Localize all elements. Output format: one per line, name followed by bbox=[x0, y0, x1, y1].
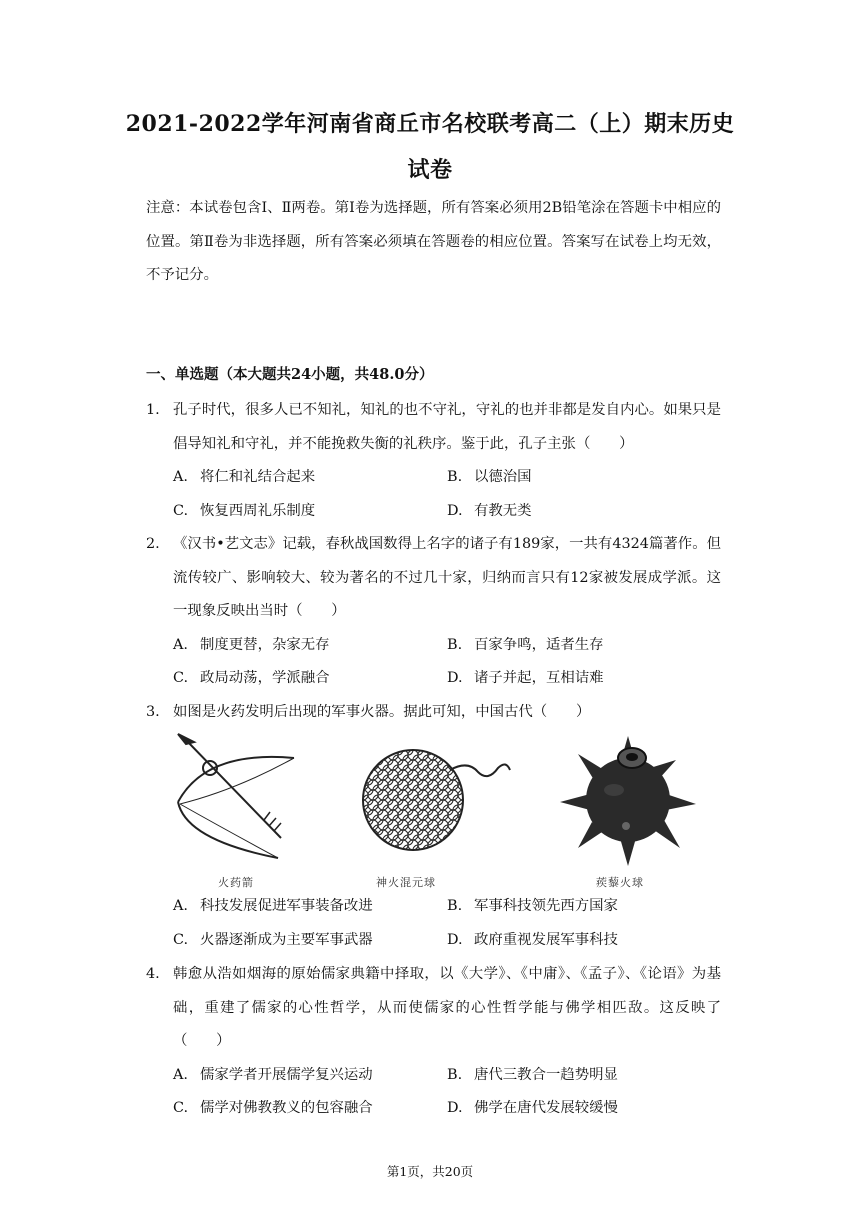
option-b: B. 唐代三教合一趋势明显 bbox=[447, 1066, 618, 1083]
option-b: B. 百家争鸣，适者生存 bbox=[447, 636, 604, 653]
fire-ball-net-drawing bbox=[358, 730, 528, 890]
question-2 bbox=[146, 528, 721, 696]
question-3 bbox=[146, 696, 721, 730]
page-footer: 第1页，共20页 bbox=[386, 1164, 474, 1179]
exam-notice: 注意：本试卷包含Ⅰ、Ⅱ两卷。第Ⅰ卷为选择题，所有答案必须用2B铅笔涂在答题卡中相应的位置。第Ⅱ卷为非选择题，所有答案必须填在答题卷的相应位置。答案写在试卷上均无效，不予记分。 bbox=[146, 200, 721, 283]
question-4 bbox=[146, 958, 721, 1126]
options bbox=[173, 890, 721, 957]
spiked-fire-ball-photo bbox=[556, 730, 706, 890]
question-stem: 《汉书•艺文志》记载，春秋战国数得上名字的诸子有189家，一共有4324篇著作。但流传较广、影响较大、较为著名的不过几十家，归纳而言只有12家被发展成学派。这一现象反映出当时（ ） bbox=[173, 536, 721, 619]
options bbox=[173, 629, 721, 696]
figure-caption: 蒺藜火球 bbox=[596, 876, 644, 889]
options bbox=[173, 461, 721, 528]
option-a: A. 将仁和礼结合起来 bbox=[173, 469, 316, 485]
question-stem: 韩愈从浩如烟海的原始儒家典籍中择取，以《大学》、《中庸》、《孟子》、《论语》为基础，重建了儒家的心性哲学，从而使儒家的心性哲学能与佛学相匹敌。这反映了（ ） bbox=[173, 966, 721, 1049]
question-stem: 如图是火药发明后出现的军事火器。据此可知，中国古代（ ） bbox=[173, 704, 591, 720]
option-d: D. 佛学在唐代发展较缓慢 bbox=[447, 1100, 618, 1116]
option-d: D. 有教无类 bbox=[447, 502, 532, 519]
option-c: C. 儒学对佛教教义的包容融合 bbox=[173, 1100, 373, 1116]
option-d: D. 诸子并起，互相诘难 bbox=[447, 670, 604, 686]
option-c: C. 恢复西周礼乐制度 bbox=[173, 502, 316, 519]
option-d: D. 政府重视发展军事科技 bbox=[447, 931, 618, 948]
figure-caption: 神火混元球 bbox=[376, 876, 436, 889]
question-number: 4. bbox=[146, 966, 160, 982]
exam-title: 2021-2022学年河南省商丘市名校联考高二（上）期末历史试卷 bbox=[125, 111, 735, 183]
option-b: B. 以德治国 bbox=[447, 469, 532, 485]
question-3-figures bbox=[166, 730, 706, 890]
option-c: C. 政局动荡，学派融合 bbox=[173, 670, 330, 686]
question-number: 3. bbox=[146, 704, 160, 720]
option-a: A. 科技发展促进军事装备改进 bbox=[173, 898, 373, 914]
options bbox=[173, 1059, 721, 1126]
question-number: 1. bbox=[146, 402, 160, 418]
option-a: A. 儒家学者开展儒学复兴运动 bbox=[173, 1066, 373, 1083]
figure-caption: 火药箭 bbox=[218, 876, 254, 889]
option-c: C. 火器逐渐成为主要军事武器 bbox=[173, 931, 373, 948]
option-b: B. 军事科技领先西方国家 bbox=[447, 898, 618, 914]
option-a: A. 制度更替，杂家无存 bbox=[173, 636, 330, 653]
fire-arrow-bow-drawing bbox=[166, 730, 316, 890]
section-heading: 一、单选题（本大题共24小题，共48.0分） bbox=[146, 366, 434, 383]
question-number: 2. bbox=[146, 536, 160, 552]
question-stem: 孔子时代，很多人已不知礼，知礼的也不守礼，守礼的也并非都是发自内心。如果只是倡导知礼和守礼，并不能挽救失衡的礼秩序。鉴于此，孔子主张（ ） bbox=[173, 402, 721, 452]
question-3-options bbox=[146, 890, 721, 957]
question-1 bbox=[146, 394, 721, 528]
